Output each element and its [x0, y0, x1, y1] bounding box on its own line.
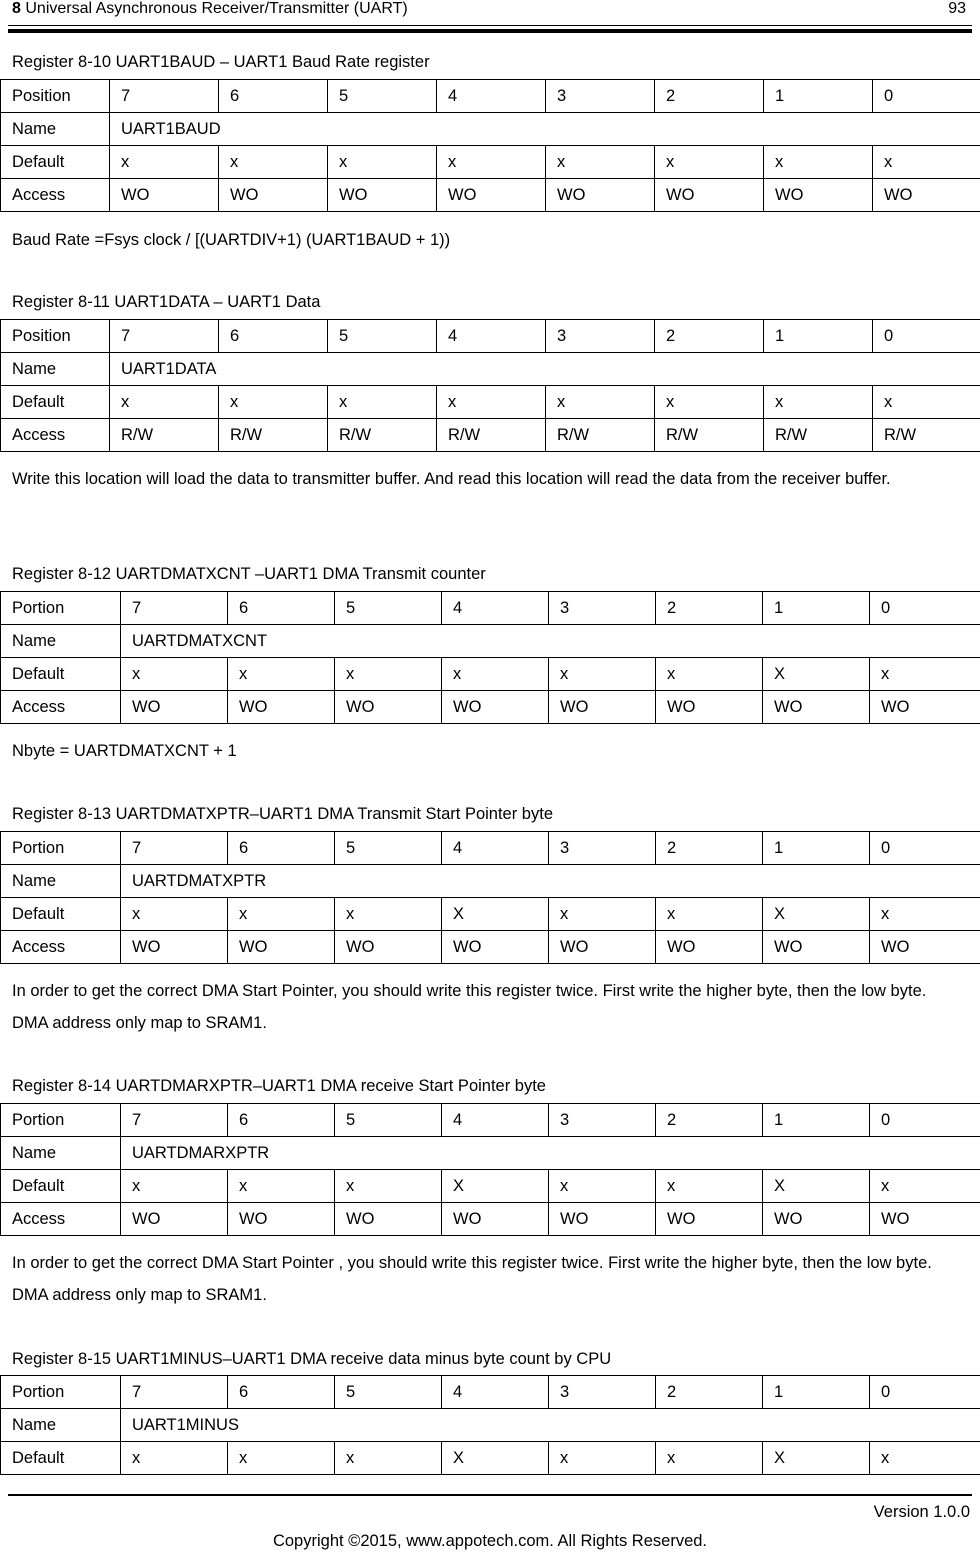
default-cell: x [549, 898, 656, 931]
access-cell: WO [870, 1203, 980, 1236]
default-cell: x [121, 1170, 228, 1203]
access-cell: R/W [110, 419, 219, 452]
row-label: Portion [1, 1104, 121, 1137]
access-cell: WO [442, 931, 549, 964]
access-cell: WO [655, 179, 764, 212]
access-cell: WO [873, 179, 980, 212]
row-label: Access [1, 1203, 121, 1236]
default-cell: X [442, 1442, 549, 1475]
default-cell: X [763, 898, 870, 931]
register-table [0, 591, 980, 724]
default-cell: x [873, 146, 980, 179]
default-cell: X [442, 898, 549, 931]
bit-cell: 2 [655, 80, 764, 113]
bit-cell: 2 [655, 320, 764, 353]
bit-cell: 3 [546, 320, 655, 353]
row-label: Position [1, 320, 110, 353]
bit-cell: 1 [763, 1104, 870, 1137]
row-label: Access [1, 691, 121, 724]
register-caption: Register 8-13 UARTDMATXPTR–UART1 DMA Transmit Start Pointer byte [12, 805, 553, 823]
default-row [1, 146, 980, 179]
bit-cell: 4 [442, 832, 549, 865]
default-cell: x [228, 898, 335, 931]
default-cell: x [228, 658, 335, 691]
bit-cell: 5 [328, 80, 437, 113]
default-cell: x [110, 146, 219, 179]
bit-cell: 0 [870, 832, 980, 865]
register-table [0, 831, 980, 964]
register-caption: Register 8-15 UART1MINUS–UART1 DMA receive data minus byte count by CPU [12, 1350, 612, 1368]
default-cell: x [228, 1170, 335, 1203]
default-cell: x [335, 1170, 442, 1203]
bit-cell: 6 [228, 832, 335, 865]
bit-cell: 2 [656, 592, 763, 625]
position-row [1, 1104, 980, 1137]
register-caption: Register 8-14 UARTDMARXPTR–UART1 DMA receive Start Pointer byte [12, 1077, 546, 1095]
default-cell: x [870, 898, 980, 931]
bit-cell: 3 [549, 1376, 656, 1409]
access-cell: R/W [873, 419, 980, 452]
name-row [1, 625, 980, 658]
bit-cell: 5 [335, 1376, 442, 1409]
name-row [1, 353, 980, 386]
access-cell: WO [335, 1203, 442, 1236]
access-cell: WO [870, 691, 980, 724]
position-row [1, 80, 980, 113]
row-label: Name [1, 625, 121, 658]
register-name: UART1DATA [110, 353, 980, 386]
bit-cell: 6 [228, 592, 335, 625]
row-label: Name [1, 865, 121, 898]
default-cell: x [328, 386, 437, 419]
default-cell: x [442, 658, 549, 691]
bit-cell: 0 [870, 1376, 980, 1409]
default-cell: x [335, 1442, 442, 1475]
bit-cell: 7 [110, 320, 219, 353]
default-cell: x [873, 386, 980, 419]
default-cell: x [335, 658, 442, 691]
bit-cell: 2 [656, 1104, 763, 1137]
register-note: In order to get the correct DMA Start Pointer, you should write this register twice. First write the higher byte, then the low byte. DMA address only map to SRAM1. [12, 982, 945, 1032]
access-cell: R/W [328, 419, 437, 452]
name-row [1, 1409, 980, 1442]
default-row [1, 1170, 980, 1203]
access-cell: WO [228, 1203, 335, 1236]
default-cell: X [763, 1442, 870, 1475]
row-label: Default [1, 658, 121, 691]
access-cell: WO [219, 179, 328, 212]
bit-cell: 4 [437, 80, 546, 113]
default-cell: x [549, 658, 656, 691]
bit-cell: 3 [546, 80, 655, 113]
register-note: Baud Rate =Fsys clock / [(UARTDIV+1) (UART1BAUD + 1)) [12, 231, 451, 249]
default-cell: x [335, 898, 442, 931]
register-table [0, 1103, 980, 1236]
footer-rule [8, 1494, 972, 1496]
row-label: Default [1, 146, 110, 179]
bit-cell: 6 [219, 320, 328, 353]
position-row [1, 592, 980, 625]
default-cell: x [121, 658, 228, 691]
chapter-number: 8 [12, 0, 21, 17]
default-row [1, 1442, 980, 1475]
default-cell: x [110, 386, 219, 419]
default-cell: x [437, 386, 546, 419]
header-rule-thick [8, 29, 972, 33]
default-cell: x [656, 1442, 763, 1475]
access-cell: WO [549, 691, 656, 724]
name-row [1, 113, 980, 146]
register-name: UARTDMATXPTR [121, 865, 980, 898]
header-rule-thin [8, 25, 972, 26]
access-row [1, 419, 980, 452]
row-label: Access [1, 179, 110, 212]
access-cell: R/W [546, 419, 655, 452]
bit-cell: 7 [121, 1376, 228, 1409]
row-label: Portion [1, 832, 121, 865]
name-row [1, 1137, 980, 1170]
bit-cell: 0 [873, 80, 980, 113]
register-table [0, 319, 980, 452]
default-cell: x [656, 898, 763, 931]
default-cell: x [870, 1442, 980, 1475]
position-row [1, 320, 980, 353]
register-caption: Register 8-11 UART1DATA – UART1 Data [12, 293, 321, 311]
default-cell: x [655, 386, 764, 419]
default-cell: X [763, 658, 870, 691]
access-cell: WO [763, 1203, 870, 1236]
default-row [1, 658, 980, 691]
register-caption: Register 8-12 UARTDMATXCNT –UART1 DMA Transmit counter [12, 565, 486, 583]
bit-cell: 3 [549, 832, 656, 865]
default-cell: X [763, 1170, 870, 1203]
access-cell: WO [442, 1203, 549, 1236]
row-label: Access [1, 931, 121, 964]
default-cell: x [437, 146, 546, 179]
access-cell: WO [656, 691, 763, 724]
default-cell: x [655, 146, 764, 179]
default-cell: X [442, 1170, 549, 1203]
bit-cell: 4 [437, 320, 546, 353]
position-row [1, 1376, 980, 1409]
access-row [1, 179, 980, 212]
register-note: Nbyte = UARTDMATXCNT + 1 [12, 742, 237, 760]
bit-cell: 5 [335, 1104, 442, 1137]
default-cell: x [656, 1170, 763, 1203]
row-label: Default [1, 1442, 121, 1475]
default-cell: x [328, 146, 437, 179]
access-cell: WO [546, 179, 655, 212]
default-cell: x [546, 146, 655, 179]
bit-cell: 4 [442, 1376, 549, 1409]
bit-cell: 2 [656, 1376, 763, 1409]
bit-cell: 7 [121, 1104, 228, 1137]
default-cell: x [219, 146, 328, 179]
access-cell: WO [549, 1203, 656, 1236]
default-cell: x [549, 1442, 656, 1475]
bit-cell: 5 [328, 320, 437, 353]
bit-cell: 7 [110, 80, 219, 113]
bit-cell: 1 [763, 1376, 870, 1409]
default-row [1, 898, 980, 931]
default-cell: x [656, 658, 763, 691]
register-caption: Register 8-10 UART1BAUD – UART1 Baud Rate register [12, 53, 430, 71]
access-cell: WO [442, 691, 549, 724]
bit-cell: 6 [228, 1376, 335, 1409]
bit-cell: 3 [549, 592, 656, 625]
default-cell: x [546, 386, 655, 419]
access-cell: WO [228, 691, 335, 724]
copyright-notice: Copyright ©2015, www.appotech.com. All Rights Reserved. [272, 1532, 708, 1550]
bit-cell: 0 [870, 1104, 980, 1137]
bit-cell: 5 [335, 832, 442, 865]
access-cell: WO [121, 691, 228, 724]
bit-cell: 0 [870, 592, 980, 625]
access-cell: WO [121, 931, 228, 964]
register-name: UART1BAUD [110, 113, 980, 146]
access-cell: R/W [764, 419, 873, 452]
row-label: Portion [1, 1376, 121, 1409]
access-cell: WO [328, 179, 437, 212]
access-row [1, 931, 980, 964]
row-label: Position [1, 80, 110, 113]
access-cell: WO [763, 931, 870, 964]
access-cell: WO [110, 179, 219, 212]
bit-cell: 5 [335, 592, 442, 625]
access-cell: WO [121, 1203, 228, 1236]
access-cell: R/W [219, 419, 328, 452]
bit-cell: 7 [121, 592, 228, 625]
access-cell: WO [656, 931, 763, 964]
row-label: Default [1, 386, 110, 419]
default-cell: x [228, 1442, 335, 1475]
bit-cell: 6 [228, 1104, 335, 1137]
bit-cell: 1 [763, 592, 870, 625]
default-cell: x [549, 1170, 656, 1203]
row-label: Access [1, 419, 110, 452]
version-label: Version 1.0.0 [873, 1503, 970, 1521]
bit-cell: 4 [442, 1104, 549, 1137]
chapter-title: Universal Asynchronous Receiver/Transmitter (UART) [25, 0, 408, 17]
access-cell: WO [870, 931, 980, 964]
row-label: Default [1, 1170, 121, 1203]
bit-cell: 3 [549, 1104, 656, 1137]
register-note: In order to get the correct DMA Start Pointer , you should write this register twice. First write the higher byte, then the low byte. DMA address only map to SRAM1. [12, 1254, 951, 1304]
register-name: UARTDMATXCNT [121, 625, 980, 658]
default-cell: x [764, 146, 873, 179]
page-number: 93 [948, 0, 966, 17]
access-cell: R/W [655, 419, 764, 452]
access-cell: WO [228, 931, 335, 964]
row-label: Default [1, 898, 121, 931]
access-row [1, 691, 980, 724]
access-cell: WO [763, 691, 870, 724]
bit-cell: 7 [121, 832, 228, 865]
bit-cell: 1 [763, 832, 870, 865]
access-cell: WO [335, 691, 442, 724]
register-name: UART1MINUS [121, 1409, 980, 1442]
register-name: UARTDMARXPTR [121, 1137, 980, 1170]
default-cell: x [870, 1170, 980, 1203]
access-cell: WO [335, 931, 442, 964]
default-cell: x [121, 898, 228, 931]
default-cell: x [219, 386, 328, 419]
bit-cell: 0 [873, 320, 980, 353]
default-cell: x [764, 386, 873, 419]
row-label: Portion [1, 592, 121, 625]
bit-cell: 4 [442, 592, 549, 625]
bit-cell: 6 [219, 80, 328, 113]
default-row [1, 386, 980, 419]
access-cell: WO [549, 931, 656, 964]
row-label: Name [1, 113, 110, 146]
name-row [1, 865, 980, 898]
default-cell: x [870, 658, 980, 691]
default-cell: x [121, 1442, 228, 1475]
register-note: Write this location will load the data to transmitter buffer. And read this location will read the data from the receiver buffer. [12, 470, 891, 488]
access-row [1, 1203, 980, 1236]
row-label: Name [1, 1409, 121, 1442]
access-cell: R/W [437, 419, 546, 452]
bit-cell: 1 [764, 80, 873, 113]
bit-cell: 2 [656, 832, 763, 865]
bit-cell: 1 [764, 320, 873, 353]
access-cell: WO [764, 179, 873, 212]
row-label: Name [1, 1137, 121, 1170]
register-table [0, 79, 980, 212]
register-table [0, 1375, 980, 1475]
position-row [1, 832, 980, 865]
row-label: Name [1, 353, 110, 386]
access-cell: WO [437, 179, 546, 212]
access-cell: WO [656, 1203, 763, 1236]
page-header [12, 0, 972, 22]
